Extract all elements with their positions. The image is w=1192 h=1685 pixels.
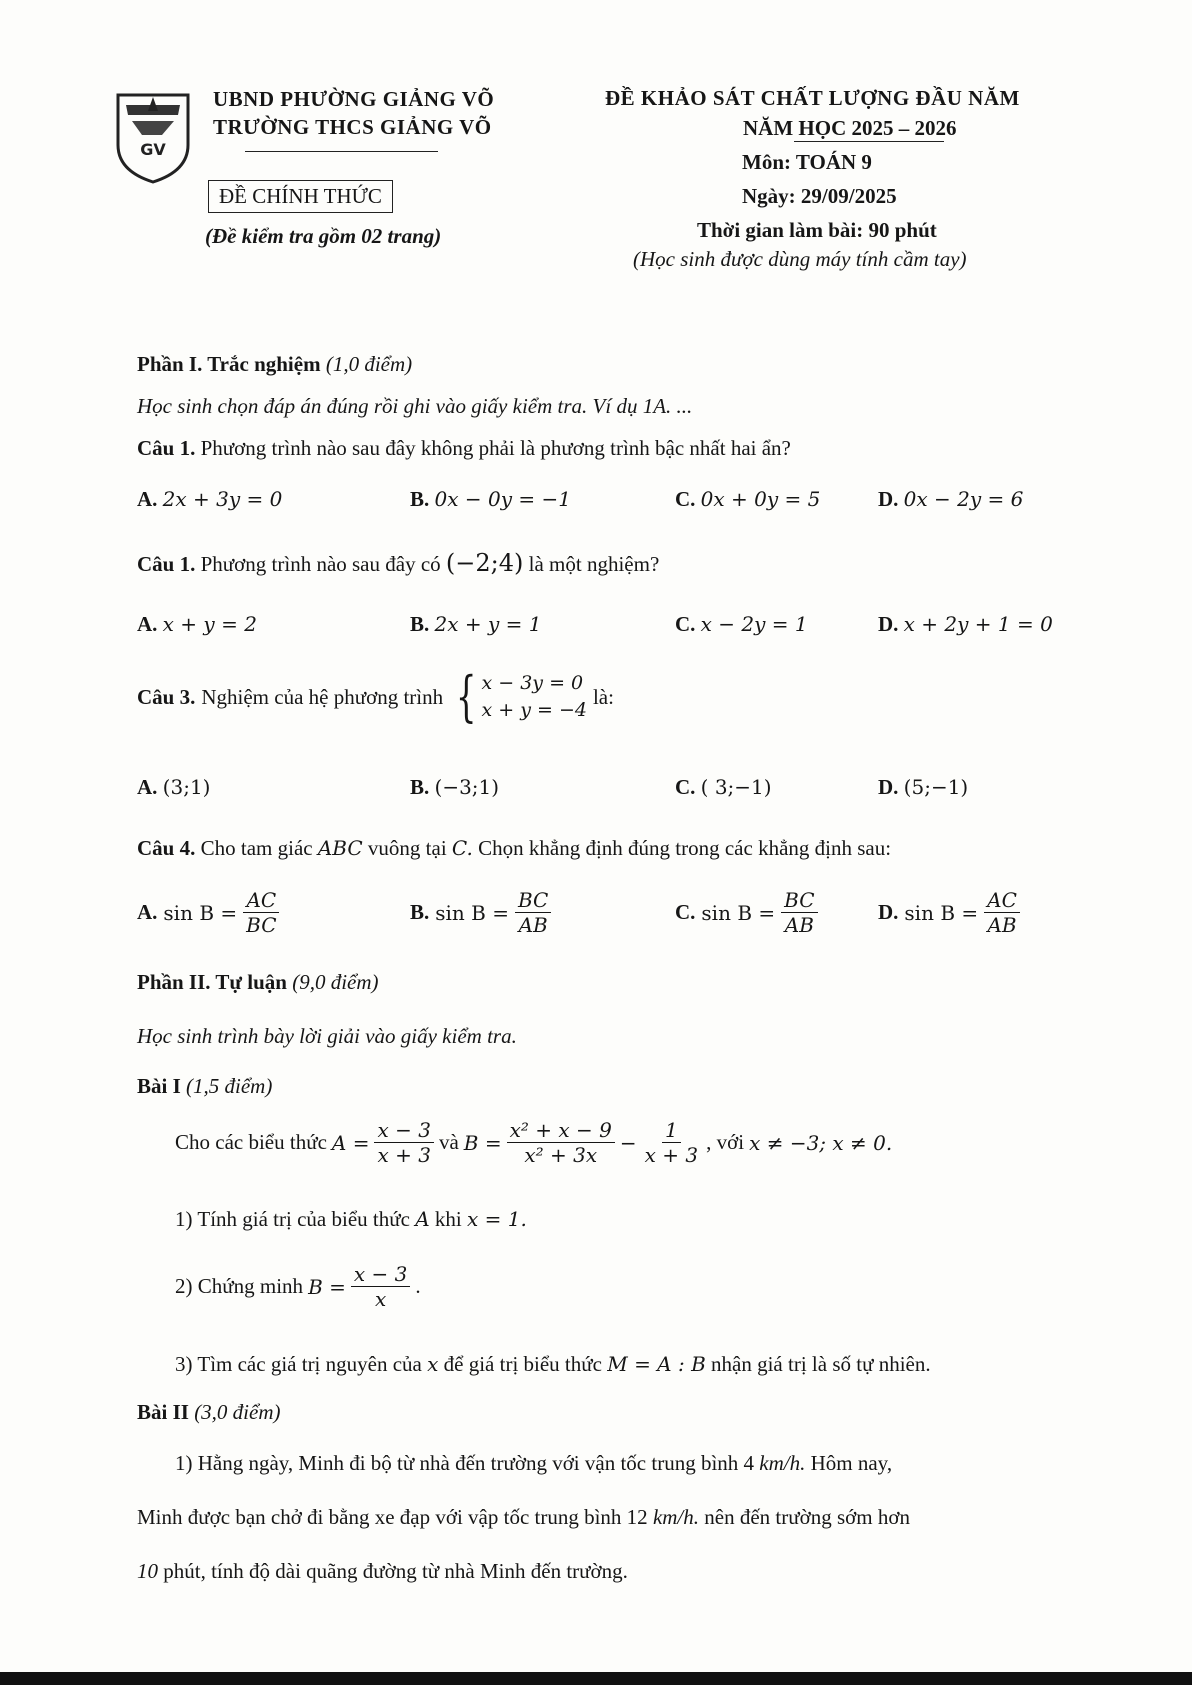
part1-heading [137, 352, 412, 377]
org-line-1: UBND PHƯỜNG GIẢNG VÕ [213, 87, 495, 111]
bai2-points: (3,0 điểm) [194, 1400, 281, 1424]
q3-system [449, 665, 587, 728]
q4-option-d: D. sin B = $\frac{AC}{AB}$ [878, 888, 1020, 937]
bai1-item-1: 1) Tính giá trị của biểu thức A khi x = 1. [175, 1207, 527, 1231]
school-logo [112, 85, 194, 185]
question-3 [137, 665, 614, 728]
q2-point: (−2;4) [445, 549, 524, 577]
part2-points: (9,0 điểm) [292, 970, 379, 994]
exam-duration: Thời gian làm bài: 90 phút [697, 218, 937, 242]
q4-text-b: vuông tại [367, 836, 447, 860]
q1-text: Phương trình nào sau đây không phải là phương trình bậc nhất hai ẩn? [200, 436, 791, 460]
q4-option-b: B. sin B = $\frac{BC}{AB}$ [410, 888, 551, 937]
official-stamp [208, 180, 393, 213]
q2-option-b: B. 2x + y = 1 [410, 612, 542, 636]
a-fraction: $\frac{x - 3}{x + 3}$ [374, 1118, 433, 1167]
bai1-item-3: 3) Tìm các giá trị nguyên của x để giá trị biểu thức M = A : B nhận giá trị là số tự nhiên. [175, 1352, 931, 1376]
q2-option-a: A. x + y = 2 [137, 612, 257, 636]
q4-text-c: Chọn khẳng định đúng trong các khẳng định sau: [478, 836, 892, 860]
bai1-points: (1,5 điểm) [186, 1074, 273, 1098]
q2-option-c: C. x − 2y = 1 [675, 612, 808, 636]
bai1-item-2: 2) Chứng minh B = $\frac{x - 3}{x}$ . [175, 1262, 421, 1311]
q1-option-b: B. 0x − 0y = −1 [410, 487, 571, 511]
b-fraction-1: $\frac{\text{x² + x − 9}}{\text{x² + 3x}}$ [507, 1118, 615, 1167]
item2-fraction: $\frac{x - 3}{x}$ [351, 1262, 410, 1311]
part2-instruction: Học sinh trình bày lời giải vào giấy kiểm tra. [137, 1024, 517, 1048]
q3-option-d: D. (5;−1) [878, 775, 969, 799]
calculator-note: (Học sinh được dùng máy tính cầm tay) [633, 247, 967, 271]
q4-text-a: Cho tam giác [200, 836, 313, 860]
bai2-line-2: Minh được bạn chở đi bằng xe đạp với vập tốc trung bình 12 km/h. nên đến trường sớm hơn [137, 1505, 910, 1529]
school-year: NĂM HỌC 2025 – 2026 [743, 116, 957, 140]
q3-option-c: C. ( 3;−1) [675, 775, 772, 799]
bai2-line-3: 10 phút, tính độ dài quãng đường từ nhà Minh đến trường. [137, 1559, 628, 1583]
bai1-title: Bài I [137, 1074, 181, 1098]
b-fraction-2: $\frac{1}{x + 3}$ [644, 1118, 699, 1167]
q3-eq2: x + y = −4 [481, 699, 587, 721]
subject: Môn: TOÁN 9 [742, 150, 872, 174]
q3-option-a: A. (3;1) [137, 775, 211, 799]
part1-instruction: Học sinh chọn đáp án đúng rồi ghi vào giấy kiểm tra. Ví dụ 1A. ... [137, 394, 693, 418]
exam-date: Ngày: 29/09/2025 [742, 184, 897, 208]
question-1 [137, 436, 791, 461]
part2-heading [137, 970, 379, 995]
q3-text-before: Nghiệm của hệ phương trình [201, 684, 444, 709]
q2-text-before: Phương trình nào sau đây có [200, 552, 441, 576]
year-underline [794, 141, 944, 142]
q2-text-after: là một nghiệm? [528, 552, 660, 576]
svg-text:GV: GV [140, 140, 166, 159]
q4-vertex: C. [451, 836, 473, 860]
q3-label: Câu 3. [137, 684, 196, 709]
bottom-scan-edge [0, 1672, 1192, 1685]
q1-option-c: C. 0x + 0y = 5 [675, 487, 821, 511]
exam-title: ĐỀ KHẢO SÁT CHẤT LƯỢNG ĐẦU NĂM [605, 86, 1020, 110]
part1-title: Phần I. Trắc nghiệm [137, 352, 321, 376]
q1-option-d: D. 0x − 2y = 6 [878, 487, 1024, 511]
bai2-heading [137, 1400, 281, 1425]
question-4 [137, 836, 891, 861]
bai1-heading [137, 1074, 272, 1099]
part2-title: Phần II. Tự luận [137, 970, 287, 994]
q3-text-after: là: [592, 684, 614, 709]
bai1-intro: Cho các biểu thức A = $\frac{x - 3}{x + 3}$ và B = $\frac{\text{x² + x − 9}}{\text{x² + 3x}}$ − $\frac{1}{x + 3}$ , với x ≠ −3; x ≠ 0. [175, 1118, 893, 1167]
q2-label: Câu 1. [137, 552, 196, 576]
part1-points: (1,0 điểm) [325, 352, 413, 376]
pages-note: (Đề kiểm tra gồm 02 trang) [205, 224, 442, 248]
q3-brace: { [456, 665, 477, 728]
official-stamp-label: ĐỀ CHÍNH THỨC [219, 184, 382, 208]
q1-option-a: A. 2x + 3y = 0 [137, 487, 283, 511]
question-2 [137, 549, 659, 577]
q4-option-c: C. sin B = $\frac{BC}{AB}$ [675, 888, 818, 937]
org-line-2: TRƯỜNG THCS GIẢNG VÕ [213, 115, 492, 139]
header-divider [245, 151, 438, 152]
q3-eq1: x − 3y = 0 [481, 672, 584, 695]
bai2-line-1: 1) Hằng ngày, Minh đi bộ từ nhà đến trường với vận tốc trung bình 4 km/h. Hôm nay, [175, 1451, 893, 1475]
q2-option-d: D. x + 2y + 1 = 0 [878, 612, 1053, 636]
q4-label: Câu 4. [137, 836, 196, 860]
q1-label: Câu 1. [137, 436, 196, 460]
bai2-title: Bài II [137, 1400, 189, 1424]
q4-option-a: A. sin B = $\frac{AC}{BC}$ [137, 888, 280, 937]
q4-triangle: ABC [317, 836, 363, 860]
q3-option-b: B. (−3;1) [410, 775, 500, 799]
school-logo-icon [112, 85, 194, 185]
